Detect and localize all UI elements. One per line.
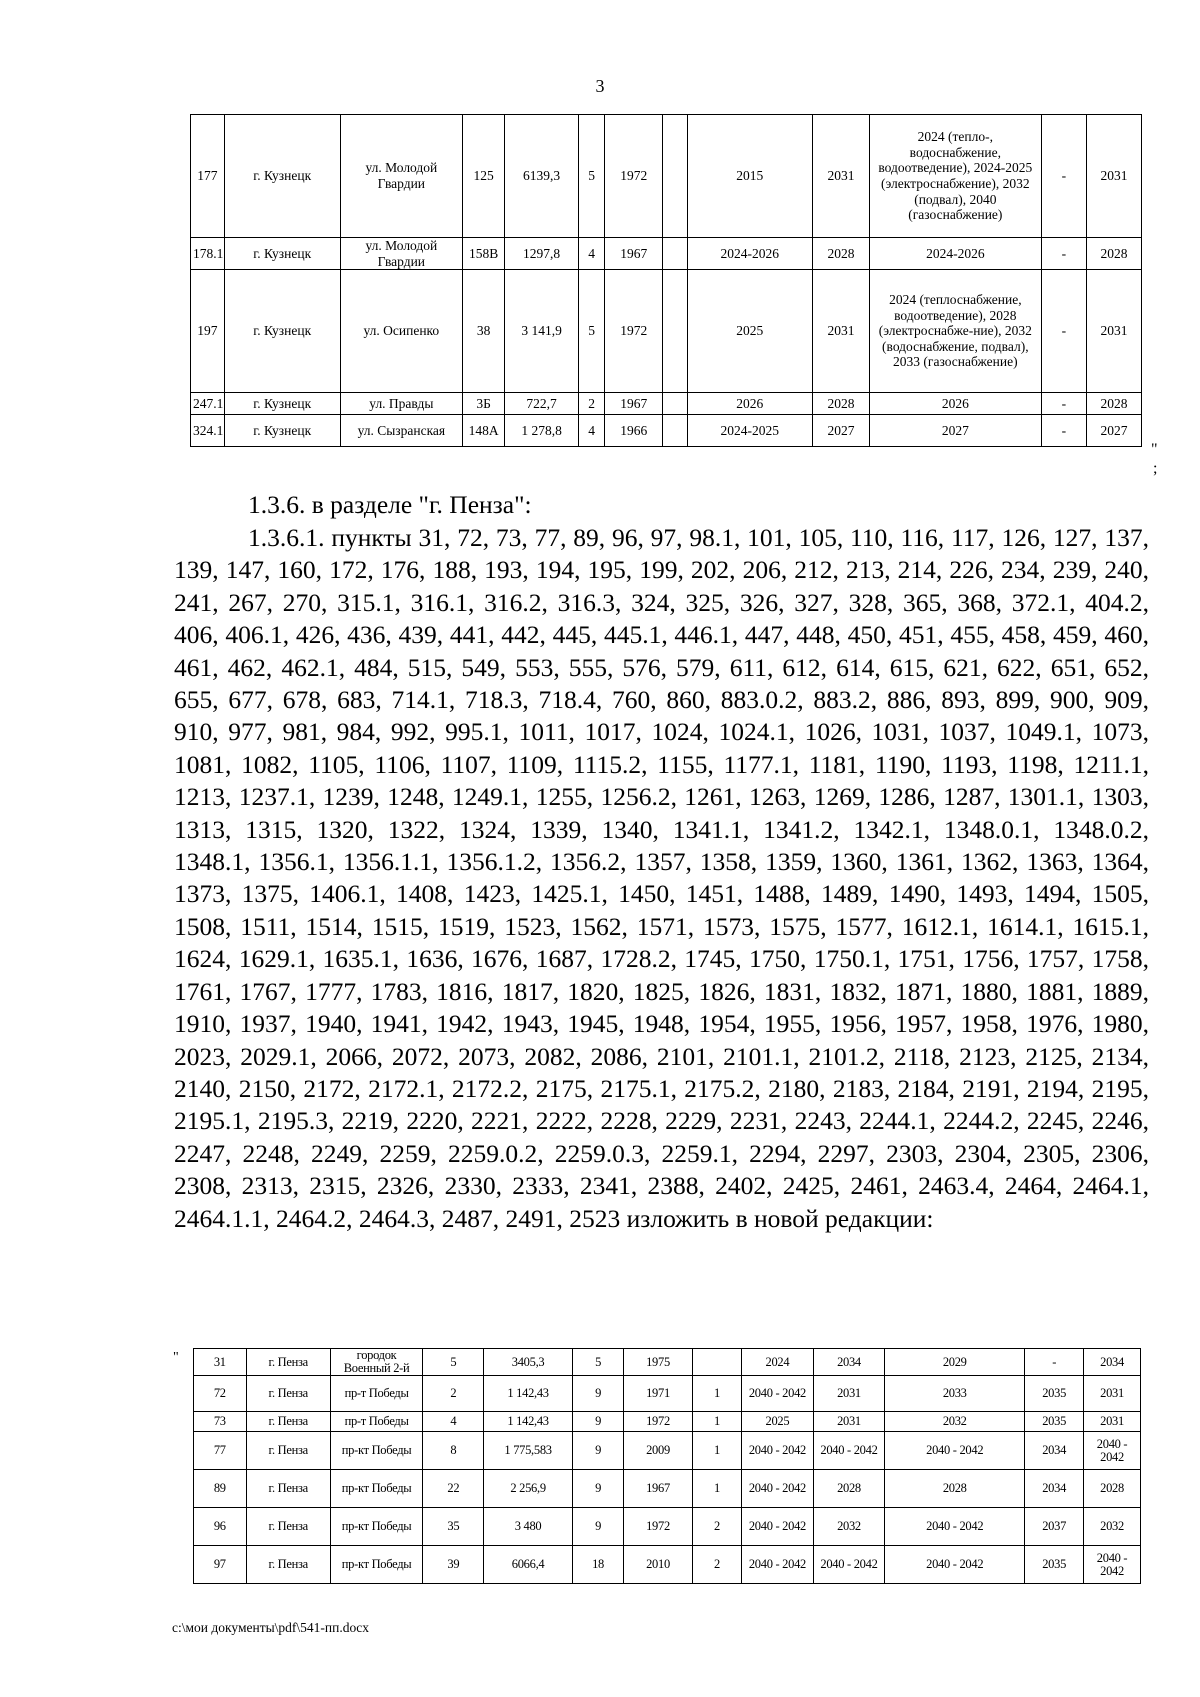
table-penza-cell: 2025 [742,1412,814,1432]
table-penza-cell: 1 [692,1412,741,1432]
table-penza-cell: 2037 [1025,1508,1084,1546]
table-penza-cell: 2034 [1025,1470,1084,1508]
table-penza-cell: 39 [423,1546,484,1584]
table-kuznetsk-cell: 2027 [869,415,1041,447]
amendment-paragraph-text: 1.3.6.1. пункты 31, 72, 73, 77, 89, 96, 97, 98.1, 101, 105, 110, 116, 117, 126, 127, 137, 139, 147, 160, 172, 176, 188, 193, 194, 195, 199, 202, 206, 212, 213, 214, 226, 234, 239, 240, 241, 267, 270, 315.1, 316.1, 316.2, 316.3, 324, 325, 326, 327, 328, 365, 368, 372.1, 404.2, 406, 406.1, 426, 436, 439, 441, 442, 445, 445.1, 446.1, 447, 448, 450, 451, 455, 458, 459, 460, 461, 462, 462.1, 484, 515, 549, 553, 555, 576, 579, 611, 612, 614, 615, 621, 622, 651, 652, 655, 677, 678, 683, 714.1, 718.3, 718.4, 760, 860, 883.0.2, 883.2, 886, 893, 899, 900, 909, 910, 977, 981, 984, 992, 995.1, 1011, 1017, 1024, 1024.1, 1026, 1031, 1037, 1049.1, 1073, 1081, 1082, 1105, 1106, 1107, 1109, 1115.2, 1155, 1177.1, 1181, 1190, 1193, 1198, 1211.1, 1213, 1237.1, 1239, 1248, 1249.1, 1255, 1256.2, 1261, 1263, 1269, 1286, 1287, 1301.1, 1303, 1313, 1315, 1320, 1322, 1324, 1339, 1340, 1341.1, 1341.2, 1342.1, 1348.0.1, 1348.0.2, 1348.1, 1356.1, 1356.1.1, 1356.1.2, 1356.2, 1357, 1358, 1359, 1360, 1361, 1362, 1363, 1364, 1373, 1375, 1406.1, 1408, 1423, 1425.1, 1450, 1451, 1488, 1489, 1490, 1493, 1494, 1505, 1508, 1511, 1514, 1515, 1519, 1523, 1562, 1571, 1573, 1575, 1577, 1612.1, 1614.1, 1615.1, 1624, 1629.1, 1635.1, 1636, 1676, 1687, 1728.2, 1745, 1750, 1750.1, 1751, 1756, 1757, 1758, 1761, 1767, 1777, 1783, 1816, 1817, 1820, 1825, 1826, 1831, 1832, 1871, 1880, 1881, 1889, 1910, 1937, 1940, 1941, 1942, 1943, 1945, 1948, 1954, 1955, 1956, 1957, 1958, 1976, 1980, 2023, 2029.1, 2066, 2072, 2073, 2082, 2086, 2101, 2101.1, 2101.2, 2118, 2123, 2125, 2134, 2140, 2150, 2172, 2172.1, 2172.2, 2175, 2175.1, 2175.2, 2180, 2183, 2184, 2191, 2194, 2195, 2195.1, 2195.3, 2219, 2220, 2221, 2222, 2228, 2229, 2231, 2243, 2244.1, 2244.2, 2245, 2246, 2247, 2248, 2249, 2259, 2259.0.2, 2259.0.3, 2259.1, 2294, 2297, 2303, 2304, 2305, 2306, 2308, 2313, 2315, 2326, 2330, 2333, 2341, 2388, 2402, 2425, 2461, 2463.4, 2464, 2464.1, 2464.1.1, 2464.2, 2464.3, 2487, 2491, 2523 изложить в новой редакции: [174,523,1149,1233]
table-penza-cell: пр-кт Победы [330,1470,423,1508]
table-kuznetsk-cell [663,270,687,393]
table-penza-cell: 2028 [885,1470,1025,1508]
table-penza-cell: 9 [572,1470,624,1508]
table-penza-cell: городок Военный 2-й [330,1349,423,1376]
table-kuznetsk-cell: 1972 [605,270,663,393]
table-kuznetsk-cell [663,393,687,415]
table-kuznetsk-row [191,393,1142,415]
table-kuznetsk-cell: 2031 [812,270,869,393]
table-penza-cell: 2040 - 2042 [1084,1546,1141,1584]
table-kuznetsk-cell: 2031 [1087,115,1142,238]
table-kuznetsk-cell: ул. Молодой Гвардии [340,238,462,270]
table-kuznetsk-cell: 2028 [1087,238,1142,270]
table-kuznetsk-cell: 2031 [1087,270,1142,393]
table-penza-cell: 77 [194,1432,247,1470]
table-kuznetsk-cell: 158В [463,238,505,270]
table-penza-cell: 2035 [1025,1376,1084,1412]
table-kuznetsk-cell [663,115,687,238]
table-kuznetsk-cell: 2027 [812,415,869,447]
table-penza-cell: 18 [572,1546,624,1584]
table-kuznetsk-row [191,270,1142,393]
table-penza-cell: 22 [423,1470,484,1508]
table-penza-cell: 1972 [624,1508,692,1546]
table-kuznetsk-cell: 2024-2026 [869,238,1041,270]
table-penza-cell: 2 [423,1376,484,1412]
table-penza-cell: 2033 [885,1376,1025,1412]
table-penza-cell [692,1349,741,1376]
table-kuznetsk-cell: г. Кузнецк [224,115,340,238]
table-penza-cell: г. Пенза [246,1349,330,1376]
table-kuznetsk-cell: 2024 (теплоснабжение, водоотведение), 2028 (электроснабже-ние), 2032 (водоснабжение, подвал), 2033 (газоснабжение) [869,270,1041,393]
table-kuznetsk-cell: 2028 [1087,393,1142,415]
table-penza-cell: 2 [692,1546,741,1584]
table-kuznetsk-row [191,115,1142,238]
table-kuznetsk-cell: 247.1 [191,393,225,415]
table-penza-cell: пр-кт Победы [330,1432,423,1470]
table-kuznetsk-cell: г. Кузнецк [224,393,340,415]
table-penza-cell: 2031 [1084,1376,1141,1412]
table-kuznetsk-cell: 2024-2026 [687,238,812,270]
table-penza-cell: 2034 [1025,1432,1084,1470]
table-penza-cell: 31 [194,1349,247,1376]
table-kuznetsk-cell: 6139,3 [505,115,579,238]
table-kuznetsk-cell: 177 [191,115,225,238]
table-kuznetsk-cell: 324.1 [191,415,225,447]
table-penza-cell: 2035 [1025,1412,1084,1432]
table-kuznetsk-cell: 5 [578,270,604,393]
table-penza-cell: 8 [423,1432,484,1470]
table-penza-cell: 3 480 [484,1508,572,1546]
table-penza-row [194,1470,1141,1508]
table-kuznetsk-cell: 2031 [812,115,869,238]
table-penza-cell: 2040 - 2042 [742,1470,814,1508]
table-penza-cell: 1 775,583 [484,1432,572,1470]
table-penza-cell: 5 [423,1349,484,1376]
table-kuznetsk-cell: - [1041,115,1086,238]
table-kuznetsk-cell: 1967 [605,393,663,415]
table-penza-cell: г. Пенза [246,1376,330,1412]
table-penza-cell: 2028 [1084,1470,1141,1508]
table-kuznetsk-cell: 3Б [463,393,505,415]
table-kuznetsk-cell: ул. Правды [340,393,462,415]
table-kuznetsk-cell: 4 [578,238,604,270]
table-penza-cell: 89 [194,1470,247,1508]
table-penza-cell: 2040 - 2042 [742,1546,814,1584]
closing-semicolon: ; [1153,460,1158,477]
table-kuznetsk-cell: - [1041,270,1086,393]
table-kuznetsk-cell: г. Кузнецк [224,415,340,447]
table-kuznetsk-cell: г. Кузнецк [224,270,340,393]
table-penza-cell: пр-т Победы [330,1376,423,1412]
table-kuznetsk-cell: 2025 [687,270,812,393]
table-kuznetsk-cell: 2024 (тепло-, водоснабжение, водоотведение), 2024-2025 (электроснабжение), 2032 (подвал), 2040 (газоснабжение) [869,115,1041,238]
page-number: 3 [595,76,605,96]
table-kuznetsk-cell: 2015 [687,115,812,238]
table-penza-cell: 9 [572,1508,624,1546]
table-penza-cell: 2009 [624,1432,692,1470]
table-penza-cell: г. Пенза [246,1432,330,1470]
section-heading: 1.3.6. в разделе "г. Пенза": [248,490,532,519]
table-penza-cell: 1 142,43 [484,1376,572,1412]
table-penza-cell: г. Пенза [246,1470,330,1508]
table-penza-cell: 2031 [813,1376,885,1412]
table-penza-cell: 9 [572,1432,624,1470]
closing-quote: " [1151,441,1158,458]
table-penza-cell: 2040 - 2042 [885,1508,1025,1546]
table-penza-cell: 2032 [1084,1508,1141,1546]
table-penza-cell: 2032 [813,1508,885,1546]
table-penza-cell: 5 [572,1349,624,1376]
table-penza-cell: г. Пенза [246,1508,330,1546]
table-penza-cell: 2040 - 2042 [813,1546,885,1584]
table-penza-cell: - [1025,1349,1084,1376]
table-penza [193,1348,1141,1584]
table-penza-cell: 1975 [624,1349,692,1376]
table-kuznetsk-cell: ул. Сызранская [340,415,462,447]
table-penza-cell: 1 [692,1432,741,1470]
table-penza-cell: 2034 [813,1349,885,1376]
opening-quote: " [173,1350,179,1365]
table-penza-cell: 2035 [1025,1546,1084,1584]
table-penza-cell: 1972 [624,1412,692,1432]
table-penza-cell: 97 [194,1546,247,1584]
table-kuznetsk-cell: - [1041,393,1086,415]
table-kuznetsk-row [191,415,1142,447]
table-penza-cell: пр-т Победы [330,1412,423,1432]
table-kuznetsk-cell: 722,7 [505,393,579,415]
table-kuznetsk-cell: 2 [578,393,604,415]
table-kuznetsk-cell: - [1041,415,1086,447]
amendment-paragraph [174,522,1149,1235]
table-kuznetsk-cell: г. Кузнецк [224,238,340,270]
table-penza-cell: пр-кт Победы [330,1546,423,1584]
table-penza-cell: 2040 - 2042 [813,1432,885,1470]
table-penza-cell: 2034 [1084,1349,1141,1376]
table-penza-cell: 9 [572,1412,624,1432]
table-kuznetsk-cell: 38 [463,270,505,393]
table-penza-cell: 2040 - 2042 [885,1432,1025,1470]
table-kuznetsk-cell: 148А [463,415,505,447]
table-kuznetsk [190,114,1142,447]
table-kuznetsk-cell: - [1041,238,1086,270]
table-kuznetsk-cell: 2028 [812,393,869,415]
table-kuznetsk-cell: 5 [578,115,604,238]
table-kuznetsk-cell: 1966 [605,415,663,447]
table-penza-cell: 72 [194,1376,247,1412]
table-penza-cell: 2 256,9 [484,1470,572,1508]
table-penza-cell: 96 [194,1508,247,1546]
table-kuznetsk-cell: 4 [578,415,604,447]
table-penza-cell: 1 [692,1470,741,1508]
table-penza-row [194,1546,1141,1584]
table-penza-cell: 2032 [885,1412,1025,1432]
table-penza-cell: 6066,4 [484,1546,572,1584]
table-kuznetsk-row [191,238,1142,270]
table-penza-cell: 1971 [624,1376,692,1412]
table-penza-cell: 4 [423,1412,484,1432]
table-penza-cell: 2031 [1084,1412,1141,1432]
table-penza-cell: пр-кт Победы [330,1508,423,1546]
table-penza-cell: 1 142,43 [484,1412,572,1432]
table-penza-cell: 3405,3 [484,1349,572,1376]
table-penza-row [194,1432,1141,1470]
table-penza-cell: 2029 [885,1349,1025,1376]
table-penza-cell: 2028 [813,1470,885,1508]
table-penza-cell: 2040 - 2042 [742,1376,814,1412]
table-penza-cell: 2 [692,1508,741,1546]
table-kuznetsk-cell: 2026 [869,393,1041,415]
table-kuznetsk-cell: 125 [463,115,505,238]
table-kuznetsk-cell: ул. Осипенко [340,270,462,393]
table-kuznetsk-cell: 178.1 [191,238,225,270]
file-path-footer: c:\мои документы\pdf\541-пп.docx [172,1620,369,1635]
table-penza-cell: 2024 [742,1349,814,1376]
table-penza-cell: 9 [572,1376,624,1412]
table-penza-row [194,1349,1141,1376]
table-penza-cell: 35 [423,1508,484,1546]
table-penza-row [194,1412,1141,1432]
table-penza-row [194,1508,1141,1546]
table-kuznetsk-cell: 2026 [687,393,812,415]
table-penza-cell: 1967 [624,1470,692,1508]
table-penza-row [194,1376,1141,1412]
table-kuznetsk-cell: 1 278,8 [505,415,579,447]
table-kuznetsk-cell: 2028 [812,238,869,270]
table-kuznetsk-cell: 2024-2025 [687,415,812,447]
table-kuznetsk-cell: 1297,8 [505,238,579,270]
table-penza-cell: 2040 - 2042 [1084,1432,1141,1470]
table-penza-cell: г. Пенза [246,1546,330,1584]
table-penza-cell: г. Пенза [246,1412,330,1432]
table-penza-cell: 2031 [813,1412,885,1432]
table-penza-cell: 2040 - 2042 [742,1432,814,1470]
table-penza-cell: 2010 [624,1546,692,1584]
table-kuznetsk-cell [663,415,687,447]
table-penza-cell: 2040 - 2042 [885,1546,1025,1584]
table-kuznetsk-cell: 2027 [1087,415,1142,447]
table-kuznetsk-cell: 1972 [605,115,663,238]
table-penza-cell: 73 [194,1412,247,1432]
table-penza-cell: 2040 - 2042 [742,1508,814,1546]
table-penza-cell: 1 [692,1376,741,1412]
table-kuznetsk-cell: 197 [191,270,225,393]
table-kuznetsk-cell: ул. Молодой Гвардии [340,115,462,238]
table-kuznetsk-cell: 1967 [605,238,663,270]
table-kuznetsk-cell: 3 141,9 [505,270,579,393]
table-kuznetsk-cell [663,238,687,270]
